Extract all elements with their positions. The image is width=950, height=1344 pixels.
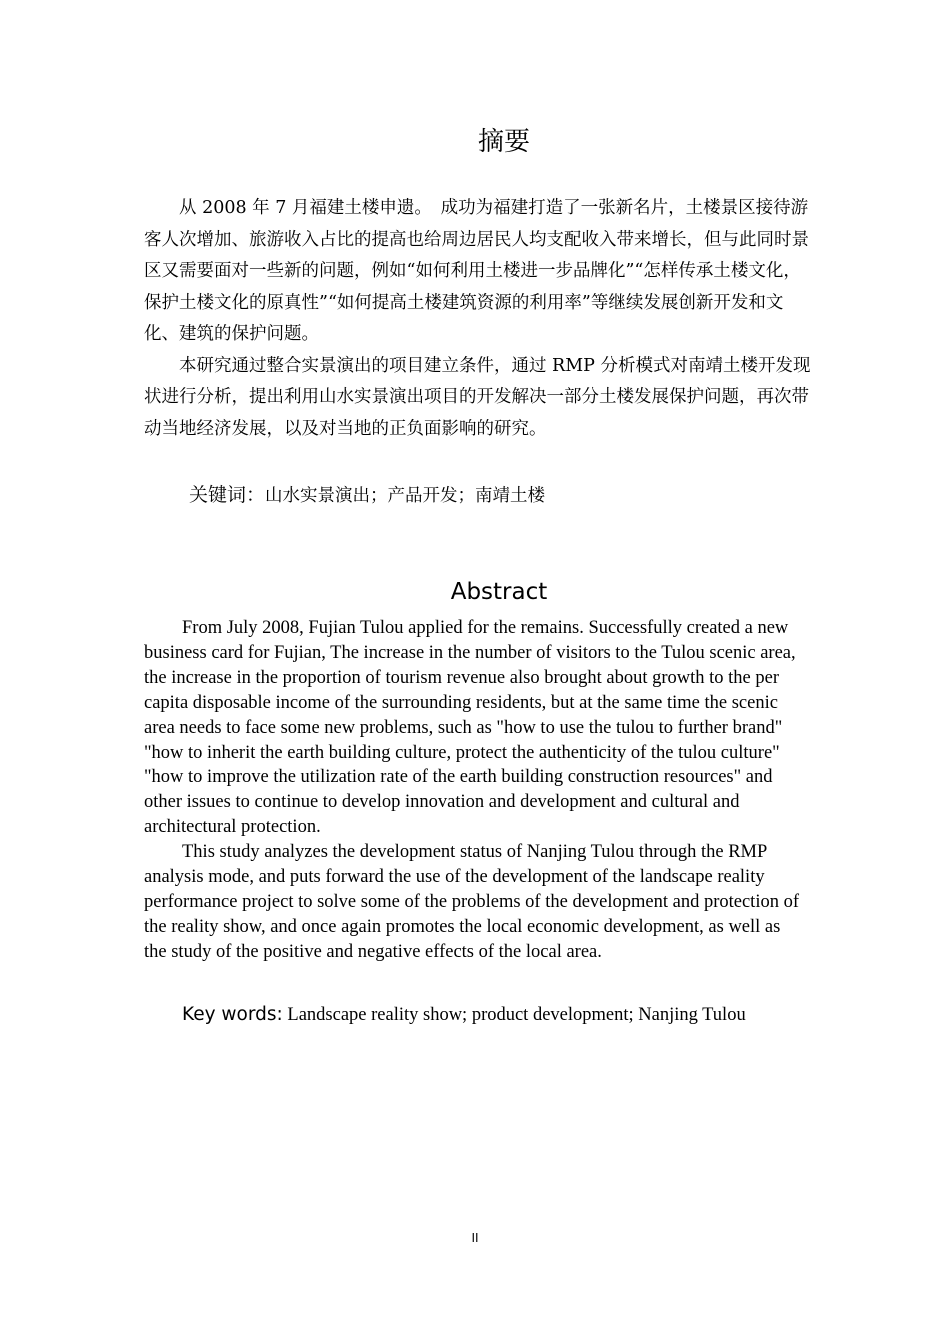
english-abstract-body [144, 616, 806, 965]
english-keywords-value: Landscape reality show; product development; Nanjing Tulou [287, 1005, 746, 1025]
chinese-paragraph-2: 本研究通过整合实景演出的项目建立条件，通过 RMP 分析模式对南靖土楼开发现状进行分析，提出利用山水实景演出项目的开发解决一部分土楼发展保护问题，再次带动当地经济发展，以及对当地的正负面影响的研究。 [144, 355, 811, 439]
chinese-abstract-body [144, 193, 814, 445]
chinese-keywords-label: 关键词： [189, 484, 266, 506]
english-paragraph-1: From July 2008, Fujian Tulou applied for the remains. Successfully created a new business card for Fujian, The increase in the number of visitors to the Tulou scenic area, the increase in the proportion of tourism revenue also brought about growth to the per capita disposable income of the surrounding residents, but at the same time the scenic area needs to face some new problems, such as "how to use the tulou to further brand" "how to inherit the earth building culture, protect the authenticity of the tulou culture" "how to improve the utilization rate of the earth building construction resources" and other issues to continue to develop innovation and development and cultural and architectural protection. [144, 618, 796, 838]
english-keywords [182, 1002, 822, 1028]
chinese-keywords [189, 481, 789, 510]
english-keywords-label: Key words: [182, 1004, 283, 1025]
english-abstract-title: Abstract [450, 579, 548, 605]
chinese-keywords-value: 山水实景演出；产品开发；南靖土楼 [265, 486, 546, 506]
chinese-paragraph-1: 从 2008 年 7 月福建土楼申遗。 成功为福建打造了一张新名片，土楼景区接待游客人次增加、旅游收入占比的提高也给周边居民人均支配收入带来增长，但与此同时景区又需要面对一些新的问题，例如“如何利用土楼进一步品牌化”“怎样传承土楼文化，保护土楼文化的原真性”“如何提高土楼建筑资源的利用率”等继续发展创新开发和文化、建筑的保护问题。 [144, 198, 809, 344]
chinese-abstract-title: 摘要 [477, 127, 530, 157]
page-number: II [471, 1231, 479, 1245]
english-paragraph-2: This study analyzes the development status of Nanjing Tulou through the RMP analysis mode, and puts forward the use of the development of the landscape reality performance project to solve some of the problems of the development and protection of the reality show, and once again promotes the local economic development, as well as the study of the positive and negative effects of the local area. [144, 842, 799, 962]
